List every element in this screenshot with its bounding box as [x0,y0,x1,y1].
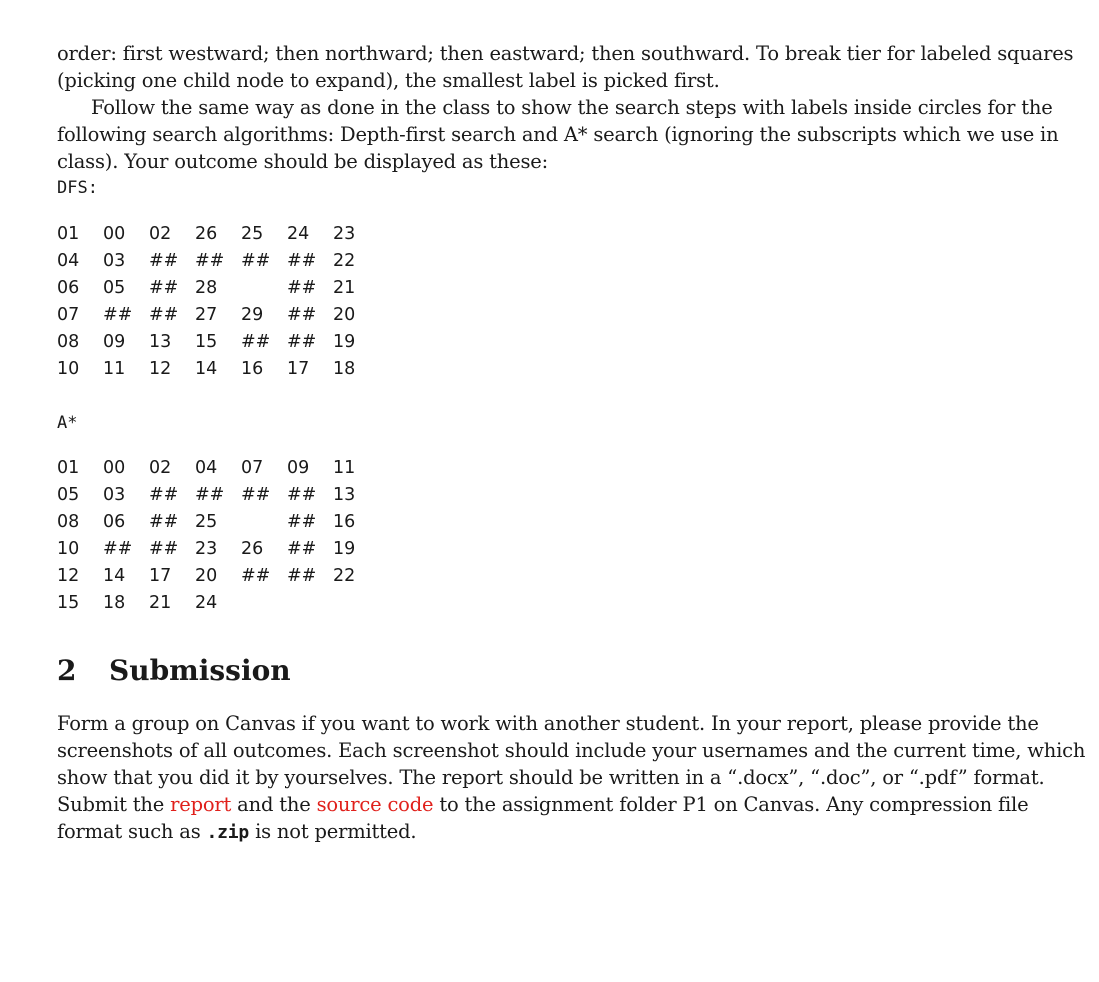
grid-cell: 14 [195,358,218,379]
grid-row [57,301,379,328]
grid-cell: ## [287,304,317,325]
grid-row [57,562,379,589]
grid-cell: 21 [333,277,356,298]
grid-cell: ## [149,484,179,505]
grid-cell: 12 [57,565,80,586]
grid-row [57,247,379,274]
dfs-label: DFS: [57,178,98,198]
grid-cell: ## [287,331,317,352]
grid-cell: ## [241,484,271,505]
grid-row [57,355,379,382]
submission-paragraph [57,710,1086,846]
submission-line: Form a group on Canvas if you want to work with another student. In your report, please provide the [57,712,1039,735]
grid-cell: 08 [57,511,80,532]
grid-cell: 08 [57,331,80,352]
grid-row [57,274,379,301]
grid-cell: 10 [57,538,80,559]
grid-cell: 02 [149,457,172,478]
intro-line: following search algorithms: Depth-first search and A* search (ignoring the subscripts which we use in [57,123,1059,146]
grid-cell: 20 [333,304,356,325]
submission-text: is not permitted. [249,820,417,843]
submission-line: screenshots of all outcomes. Each screenshot should include your usernames and the current time, which [57,739,1086,762]
grid-cell: ## [195,250,225,271]
grid-cell: 13 [333,484,356,505]
report-link[interactable]: report [170,793,232,816]
grid-cell: 26 [241,538,264,559]
grid-row [57,508,379,535]
submission-text: Submit the [57,793,171,816]
grid-cell: 06 [57,277,80,298]
grid-cell [241,274,287,301]
grid-row [57,454,379,481]
grid-cell: 28 [195,277,218,298]
grid-cell: 16 [333,511,356,532]
source-code-link[interactable]: source code [316,793,434,816]
grid-cell: ## [103,304,133,325]
grid-cell: 13 [149,331,172,352]
grid-row [57,328,379,355]
grid-cell: 03 [103,250,126,271]
submission-text: and the [231,793,317,816]
grid-cell: 18 [103,592,126,613]
grid-cell: ## [149,277,179,298]
grid-cell: 10 [57,358,80,379]
grid-cell: 19 [333,538,356,559]
grid-cell: 27 [195,304,218,325]
intro-line: order: first westward; then northward; then eastward; then southward. To break tier for labeled squares [57,42,1074,65]
grid-cell: 00 [103,457,126,478]
grid-row [57,589,379,616]
grid-cell: ## [149,304,179,325]
grid-cell: 24 [195,592,218,613]
section-number: 2 [57,654,77,687]
grid-cell: 04 [57,250,80,271]
intro-line: Follow the same way as done in the class to show the search steps with labels inside circles for the [91,96,1053,119]
grid-cell: 06 [103,511,126,532]
intro-line: (picking one child node to expand), the smallest label is picked first. [57,69,720,92]
submission-line [57,791,1047,818]
grid-cell: ## [241,565,271,586]
grid-cell: 05 [57,484,80,505]
grid-row [57,535,379,562]
grid-cell: ## [287,565,317,586]
grid-cell: 19 [333,331,356,352]
grid-cell: ## [287,511,317,532]
grid-cell: ## [149,250,179,271]
grid-cell: 12 [149,358,172,379]
grid-row [57,481,379,508]
grid-cell: 03 [103,484,126,505]
grid-cell: 11 [103,358,126,379]
grid-cell: 24 [287,223,310,244]
grid-cell: ## [149,538,179,559]
grid-cell: 22 [333,250,356,271]
grid-cell: ## [287,484,317,505]
grid-cell: 15 [195,331,218,352]
grid-cell: 29 [241,304,264,325]
grid-cell: 23 [333,223,356,244]
grid-cell: ## [195,484,225,505]
grid-cell [287,589,333,616]
grid-cell: ## [287,250,317,271]
submission-text: to the assignment folder P1 on Canvas. Any compression file [433,793,1029,816]
section-heading [57,654,1047,688]
grid-cell: 25 [195,511,218,532]
grid-row [57,220,379,247]
section-title: Submission [109,654,291,687]
grid-cell: ## [241,331,271,352]
astar-label: A* [57,413,78,433]
grid-cell: 09 [287,457,310,478]
grid-cell: 25 [241,223,264,244]
grid-cell: 23 [195,538,218,559]
grid-cell [241,508,287,535]
document-page [57,40,1086,846]
grid-cell: 04 [195,457,218,478]
dfs-grid [57,220,379,382]
grid-cell: ## [287,538,317,559]
grid-cell: 02 [149,223,172,244]
grid-cell: 00 [103,223,126,244]
grid-cell: 14 [103,565,126,586]
grid-cell: 26 [195,223,218,244]
grid-cell: 01 [57,223,80,244]
grid-cell: 07 [241,457,264,478]
intro-line: class). Your outcome should be displayed as these: [57,150,549,173]
grid-cell: 05 [103,277,126,298]
grid-cell: 22 [333,565,356,586]
grid-cell: 18 [333,358,356,379]
submission-text: format such as [57,820,207,843]
intro-paragraph [57,40,1074,175]
grid-cell: 17 [149,565,172,586]
grid-cell: 17 [287,358,310,379]
grid-cell [241,589,287,616]
grid-cell: 11 [333,457,356,478]
grid-cell: 21 [149,592,172,613]
grid-cell: ## [241,250,271,271]
grid-cell: 01 [57,457,80,478]
astar-grid [57,454,379,616]
grid-cell: ## [103,538,133,559]
grid-cell: 07 [57,304,80,325]
submission-line: show that you did it by yourselves. The report should be written in a “.docx”, “.doc”, or “.pdf” format. [57,766,1045,789]
zip-code: .zip [206,822,250,843]
grid-cell: ## [149,511,179,532]
grid-cell: 16 [241,358,264,379]
submission-line [57,818,1047,846]
grid-cell: ## [287,277,317,298]
grid-cell: 20 [195,565,218,586]
grid-cell [333,589,379,616]
grid-cell: 09 [103,331,126,352]
grid-cell: 15 [57,592,80,613]
